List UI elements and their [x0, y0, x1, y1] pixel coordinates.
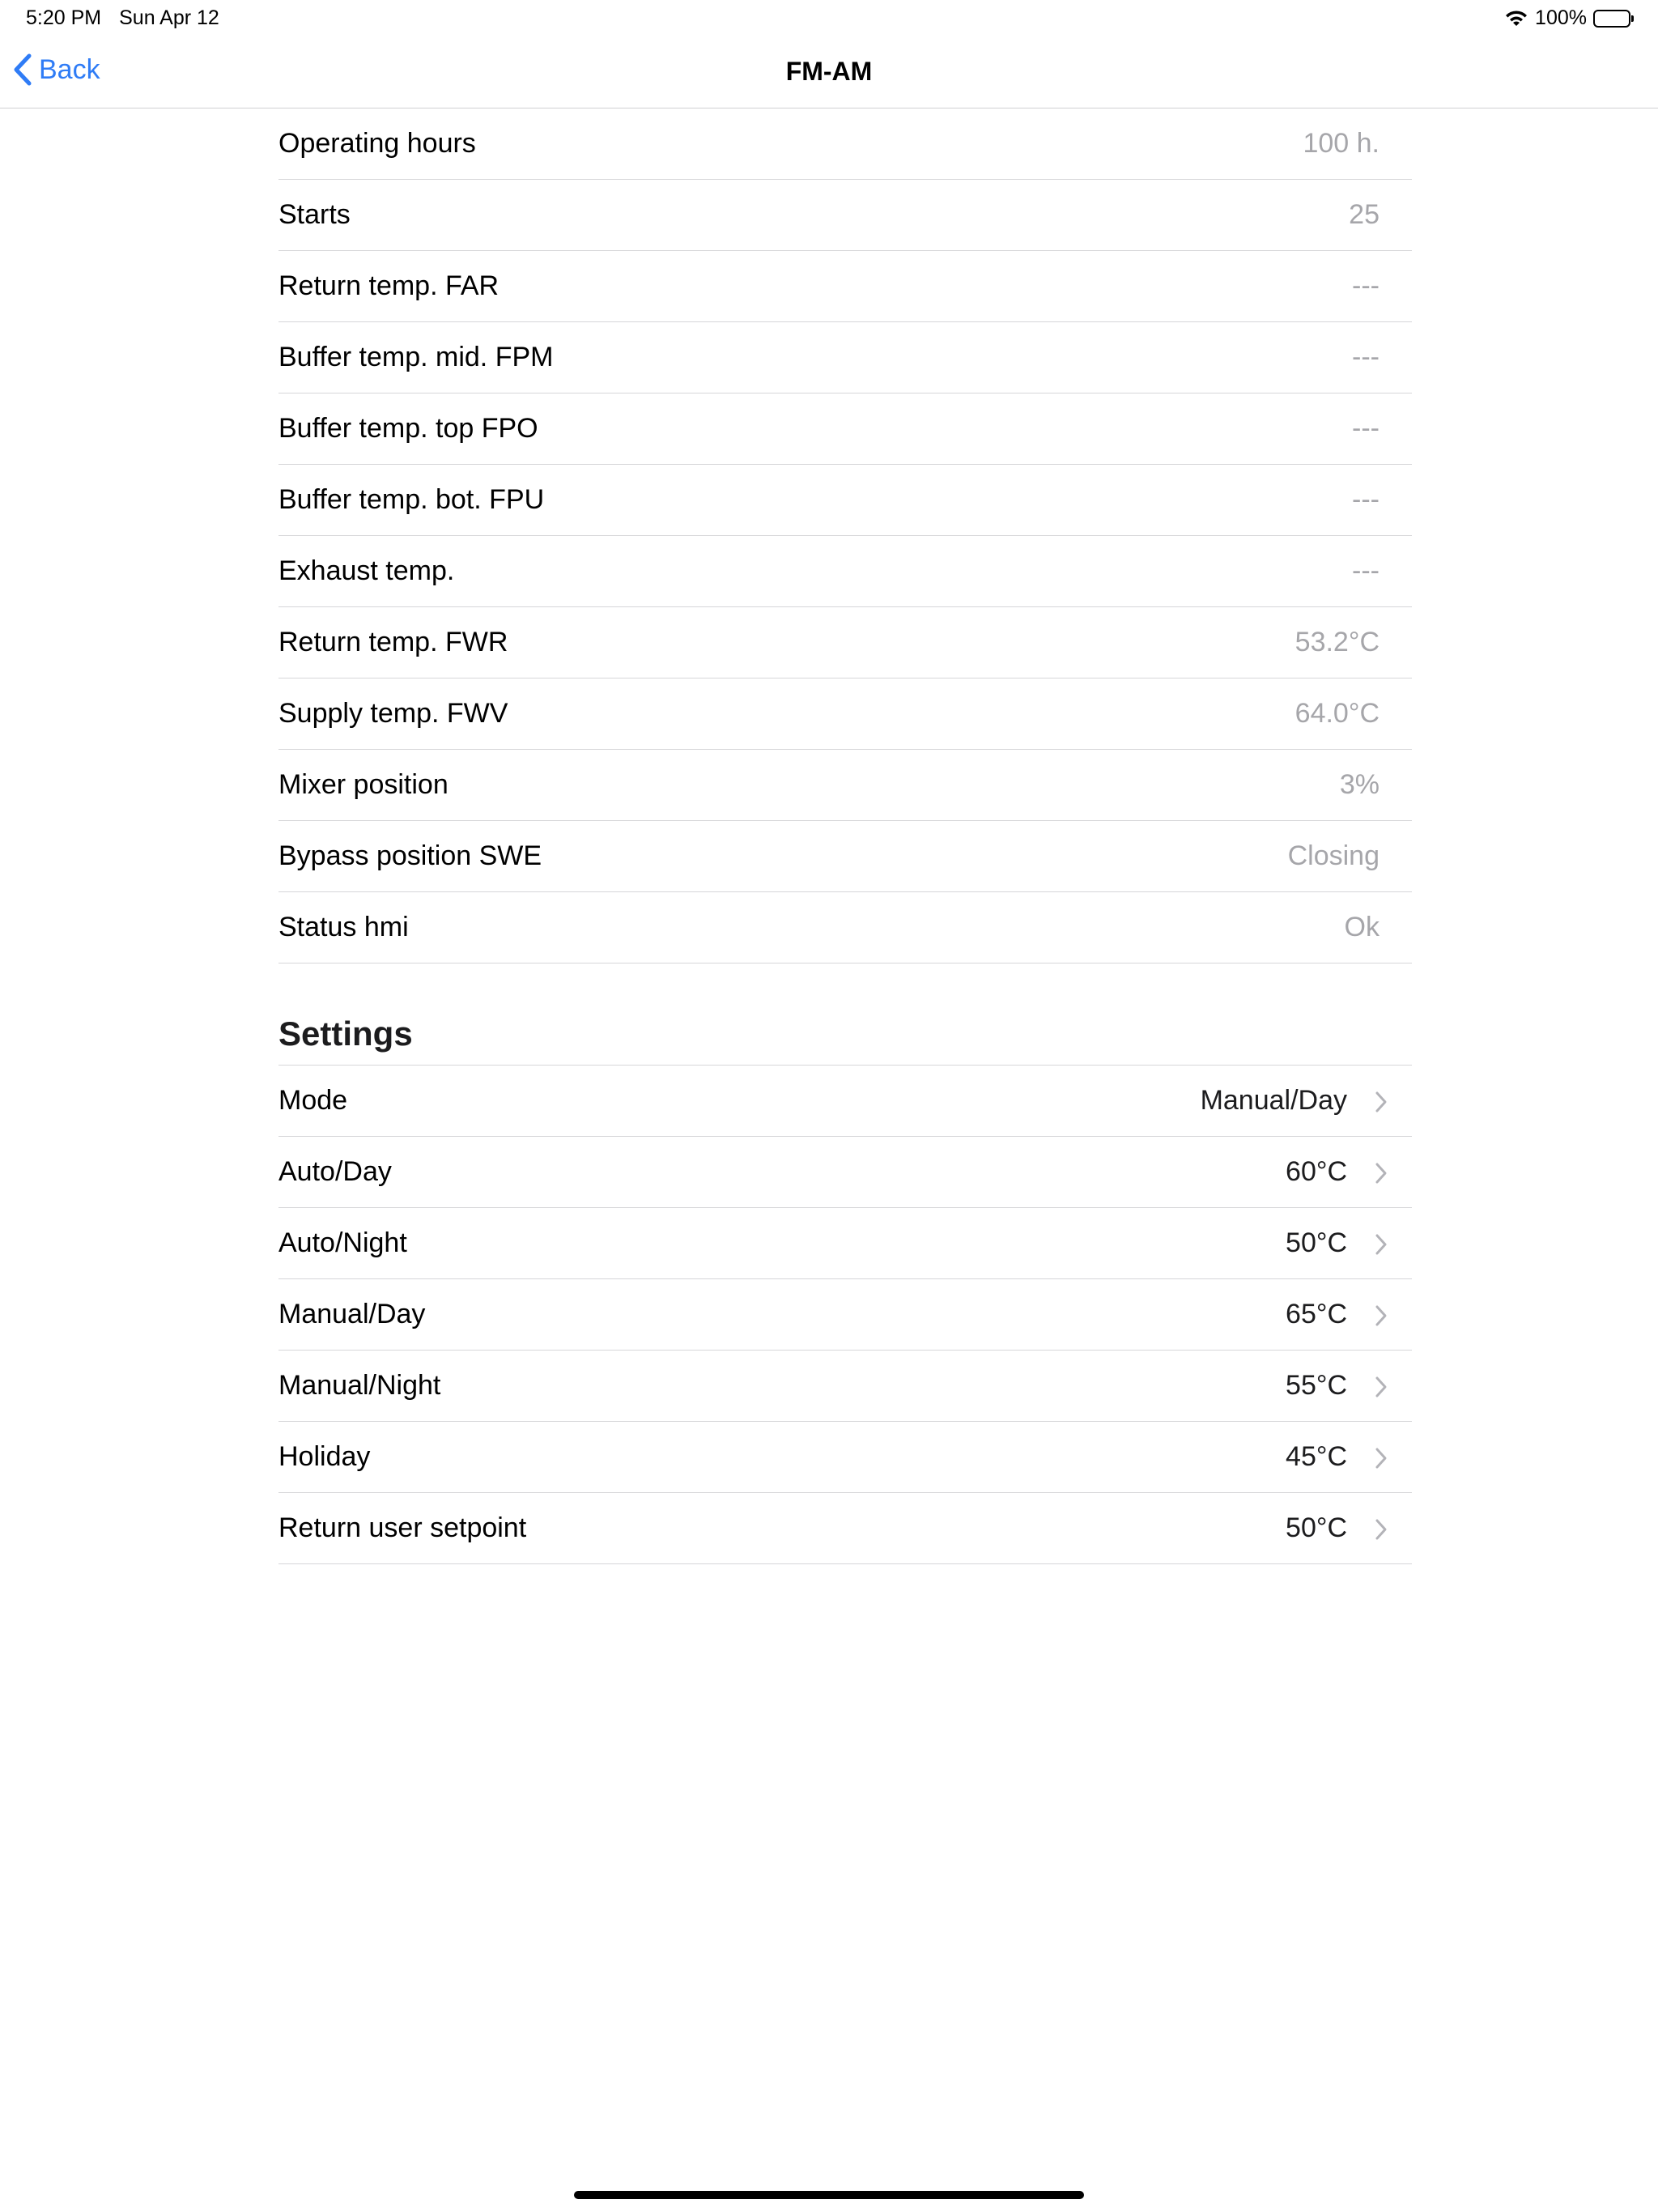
setting-value: 50°C	[1286, 1227, 1347, 1258]
setting-row[interactable]	[278, 1066, 1412, 1137]
reading-value: 64.0°C	[1295, 698, 1380, 729]
reading-label: Buffer temp. top FPO	[278, 413, 538, 444]
status-time: 5:20 PM	[26, 6, 102, 29]
home-indicator[interactable]	[574, 2191, 1084, 2199]
chevron-right-icon	[1375, 1518, 1388, 1541]
battery-percent: 100%	[1535, 6, 1587, 29]
page-title: FM-AM	[785, 57, 873, 86]
reading-row	[278, 180, 1412, 251]
reading-value: ---	[1352, 413, 1380, 444]
reading-value: Ok	[1344, 912, 1380, 942]
setting-label: Mode	[278, 1085, 348, 1116]
chevron-right-icon	[1375, 1233, 1388, 1256]
reading-row	[278, 251, 1412, 322]
settings-list	[278, 1066, 1412, 1564]
setting-value: 65°C	[1286, 1299, 1347, 1329]
wifi-icon	[1504, 10, 1528, 28]
chevron-right-icon	[1375, 1447, 1388, 1470]
chevron-right-icon	[1375, 1304, 1388, 1327]
setting-value: Manual/Day	[1200, 1085, 1347, 1116]
reading-value: ---	[1352, 484, 1380, 515]
reading-row	[278, 821, 1412, 892]
setting-row[interactable]	[278, 1422, 1412, 1493]
chevron-right-icon	[1375, 1091, 1388, 1113]
reading-value: 100 h.	[1303, 128, 1380, 159]
chevron-right-icon	[1375, 1162, 1388, 1185]
setting-row[interactable]	[278, 1208, 1412, 1279]
reading-row	[278, 465, 1412, 536]
back-label: Back	[39, 53, 100, 85]
reading-value: 3%	[1339, 769, 1380, 800]
reading-label: Return temp. FAR	[278, 270, 500, 301]
setting-value: 60°C	[1286, 1156, 1347, 1187]
reading-value: 53.2°C	[1295, 627, 1380, 657]
reading-label: Status hmi	[278, 912, 409, 942]
status-bar	[0, 0, 1658, 39]
setting-row[interactable]	[278, 1137, 1412, 1208]
status-left	[26, 6, 219, 30]
readings-list	[278, 108, 1412, 963]
reading-label: Exhaust temp.	[278, 555, 455, 586]
reading-row	[278, 750, 1412, 821]
reading-row	[278, 892, 1412, 963]
settings-section-header	[278, 963, 1412, 1066]
status-right	[1504, 6, 1634, 30]
reading-value: 25	[1349, 199, 1380, 230]
setting-label: Return user setpoint	[278, 1512, 527, 1543]
setting-row[interactable]	[278, 1279, 1412, 1351]
reading-row	[278, 536, 1412, 607]
setting-value: 45°C	[1286, 1441, 1347, 1472]
reading-row	[278, 393, 1412, 465]
chevron-right-icon	[1375, 1376, 1388, 1398]
reading-label: Buffer temp. bot. FPU	[278, 484, 545, 515]
reading-value: ---	[1352, 270, 1380, 301]
reading-label: Return temp. FWR	[278, 627, 508, 657]
battery-icon	[1593, 10, 1634, 28]
content	[278, 108, 1412, 1564]
reading-label: Starts	[278, 199, 351, 230]
settings-title: Settings	[278, 1015, 413, 1053]
reading-value: Closing	[1287, 840, 1380, 871]
reading-label: Mixer position	[278, 769, 449, 800]
reading-row	[278, 108, 1412, 180]
reading-label: Bypass position SWE	[278, 840, 542, 871]
setting-label: Manual/Day	[278, 1299, 426, 1329]
setting-label: Auto/Day	[278, 1156, 392, 1187]
status-date: Sun Apr 12	[119, 6, 219, 29]
setting-label: Auto/Night	[278, 1227, 407, 1258]
setting-value: 50°C	[1286, 1512, 1347, 1543]
setting-row[interactable]	[278, 1493, 1412, 1564]
reading-label: Buffer temp. mid. FPM	[278, 342, 554, 372]
reading-value: ---	[1352, 555, 1380, 586]
setting-label: Holiday	[278, 1441, 371, 1472]
setting-value: 55°C	[1286, 1370, 1347, 1401]
reading-label: Supply temp. FWV	[278, 698, 508, 729]
navigation-bar	[0, 39, 1658, 108]
setting-label: Manual/Night	[278, 1370, 441, 1401]
reading-label: Operating hours	[278, 128, 476, 159]
reading-row	[278, 322, 1412, 393]
reading-value: ---	[1352, 342, 1380, 372]
setting-row[interactable]	[278, 1351, 1412, 1422]
reading-row	[278, 678, 1412, 750]
reading-row	[278, 607, 1412, 678]
